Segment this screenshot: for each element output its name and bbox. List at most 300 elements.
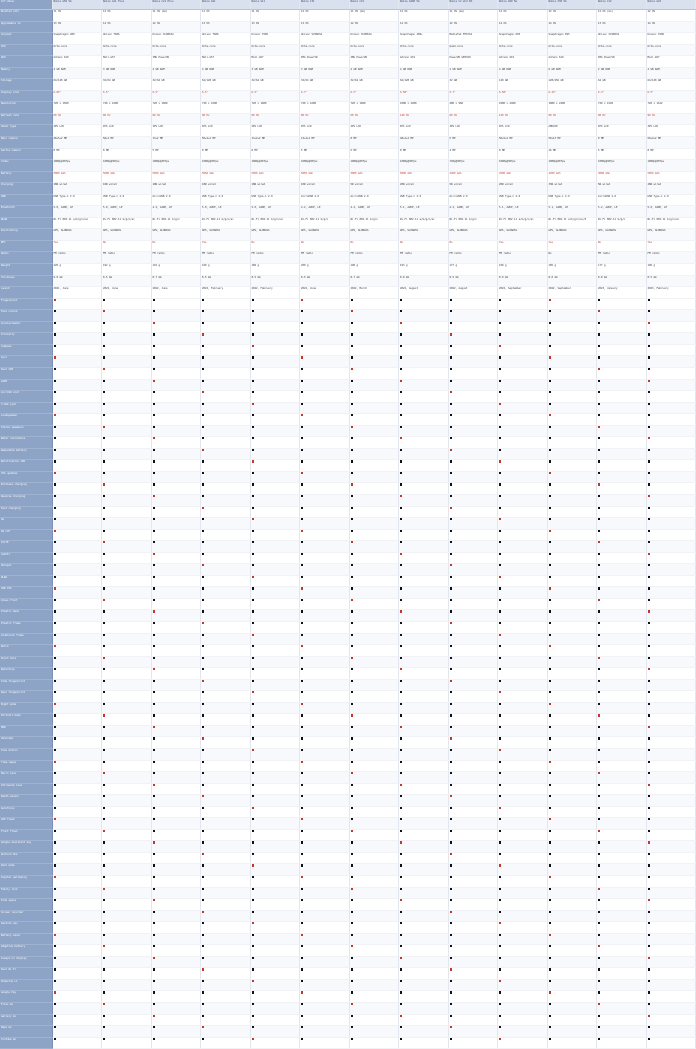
spec-cell: 6.5" xyxy=(201,90,251,102)
feature-row-label: Screen recorder xyxy=(0,910,52,922)
feature-cell xyxy=(151,749,201,761)
feature-row xyxy=(0,310,696,322)
feature-cell xyxy=(102,367,152,379)
feature-cell xyxy=(547,333,597,345)
feature-cell xyxy=(448,864,498,876)
feature-row xyxy=(0,852,696,864)
device-column-header[interactable]: Nokia G11 xyxy=(250,0,300,10)
check-marker-icon xyxy=(153,622,155,624)
feature-row xyxy=(0,922,696,934)
spec-cell: GPS, GLONASS xyxy=(349,229,399,241)
check-marker-icon xyxy=(648,888,650,890)
check-marker-icon xyxy=(202,541,204,543)
check-marker-icon xyxy=(598,645,600,647)
spec-cell: 2022, June xyxy=(151,287,201,299)
feature-cell xyxy=(201,575,251,587)
spec-cell: 1080p@30fps xyxy=(646,160,696,172)
check-marker-icon xyxy=(153,634,155,636)
cross-marker-icon xyxy=(351,483,353,485)
feature-cell xyxy=(201,852,251,864)
check-marker-icon xyxy=(499,391,501,393)
check-marker-icon xyxy=(54,610,56,612)
feature-cell xyxy=(151,425,201,437)
cross-marker-icon xyxy=(499,1038,501,1040)
spec-cell: 1080 x 2408 xyxy=(498,102,548,114)
check-marker-icon xyxy=(450,645,452,647)
feature-row-label: Proximity xyxy=(0,333,52,345)
check-marker-icon xyxy=(252,599,254,601)
feature-cell xyxy=(597,818,647,830)
feature-row xyxy=(0,437,696,449)
check-marker-icon xyxy=(103,899,105,901)
feature-cell xyxy=(399,702,449,714)
spec-cell: Octa-core xyxy=(300,44,350,56)
check-marker-icon xyxy=(549,668,551,670)
check-marker-icon xyxy=(153,980,155,982)
feature-cell xyxy=(646,679,696,691)
feature-cell xyxy=(151,829,201,841)
spec-row xyxy=(0,148,696,160)
feature-cell xyxy=(52,541,102,553)
spec-cell: 9.0 mm xyxy=(52,275,102,287)
check-marker-icon xyxy=(549,888,551,890)
cross-marker-icon xyxy=(301,414,303,416)
check-marker-icon xyxy=(351,911,353,913)
feature-cell xyxy=(399,598,449,610)
feature-cell xyxy=(102,518,152,530)
check-marker-icon xyxy=(54,680,56,682)
cross-marker-icon xyxy=(648,1015,650,1017)
feature-cell xyxy=(250,945,300,957)
feature-row xyxy=(0,633,696,645)
feature-cell xyxy=(52,414,102,426)
check-marker-icon xyxy=(549,1038,551,1040)
check-marker-icon xyxy=(351,356,353,358)
check-marker-icon xyxy=(202,841,204,843)
spec-cell: microUSB 2.0 xyxy=(597,194,647,206)
device-column-header[interactable]: Nokia C21 Plus xyxy=(151,0,201,10)
check-marker-icon xyxy=(202,726,204,728)
cross-marker-icon xyxy=(103,945,105,947)
check-marker-icon xyxy=(103,634,105,636)
check-marker-icon xyxy=(301,668,303,670)
feature-cell xyxy=(52,737,102,749)
spec-cell: 220 g xyxy=(52,264,102,276)
spec-cell: 177 g xyxy=(597,264,647,276)
feature-cell xyxy=(597,910,647,922)
device-column-header[interactable]: Nokia G22 xyxy=(646,0,696,10)
spec-cell: 5.7" xyxy=(448,90,498,102)
spec-cell: 720 x 1600 xyxy=(300,102,350,114)
check-marker-icon xyxy=(549,749,551,751)
feature-cell xyxy=(349,818,399,830)
feature-cell xyxy=(349,610,399,622)
feature-cell xyxy=(498,1037,548,1049)
check-marker-icon xyxy=(103,680,105,682)
check-marker-icon xyxy=(648,945,650,947)
check-marker-icon xyxy=(598,472,600,474)
check-marker-icon xyxy=(648,934,650,936)
spec-cell: 720 x 1560 xyxy=(52,102,102,114)
feature-cell xyxy=(250,968,300,980)
feature-cell xyxy=(102,494,152,506)
feature-row xyxy=(0,564,696,576)
check-marker-icon xyxy=(54,507,56,509)
check-marker-icon xyxy=(351,841,353,843)
feature-cell xyxy=(349,910,399,922)
check-marker-icon xyxy=(598,553,600,555)
feature-cell xyxy=(498,541,548,553)
check-marker-icon xyxy=(252,761,254,763)
check-marker-icon xyxy=(549,553,551,555)
check-marker-icon xyxy=(450,576,452,578)
check-marker-icon xyxy=(351,472,353,474)
check-marker-icon xyxy=(202,876,204,878)
feature-row-label: Google Assistant key xyxy=(0,841,52,853)
spec-cell: No xyxy=(151,240,201,252)
check-marker-icon xyxy=(351,726,353,728)
check-marker-icon xyxy=(400,691,402,693)
cross-marker-icon xyxy=(499,749,501,751)
cross-marker-icon xyxy=(648,784,650,786)
feature-row xyxy=(0,841,696,853)
spec-row-label: Positioning xyxy=(0,229,52,241)
check-marker-icon xyxy=(351,668,353,670)
device-column-header[interactable]: Nokia G21 xyxy=(201,0,251,10)
feature-cell xyxy=(399,587,449,599)
feature-cell xyxy=(52,691,102,703)
check-marker-icon xyxy=(103,414,105,416)
check-marker-icon xyxy=(202,980,204,982)
feature-cell xyxy=(498,772,548,784)
feature-cell xyxy=(102,425,152,437)
spec-cell: 196 g xyxy=(646,264,696,276)
feature-cell xyxy=(399,402,449,414)
feature-cell xyxy=(349,1014,399,1026)
spec-cell: Mali-G57 xyxy=(102,56,152,68)
device-column-header[interactable]: Nokia C31 xyxy=(300,0,350,10)
cross-marker-icon xyxy=(598,772,600,774)
feature-row-label: Adaptive battery xyxy=(0,945,52,957)
device-column-header[interactable]: Nokia G60 5G xyxy=(498,0,548,10)
check-marker-icon xyxy=(202,807,204,809)
check-marker-icon xyxy=(549,726,551,728)
device-column-header[interactable]: Nokia G50 5G xyxy=(52,0,102,10)
spec-row xyxy=(0,194,696,206)
check-marker-icon xyxy=(103,911,105,913)
feature-cell xyxy=(547,956,597,968)
spec-cell: GPS, GLONASS xyxy=(102,229,152,241)
feature-cell xyxy=(300,1003,350,1015)
spec-cell: Octa-core xyxy=(498,44,548,56)
feature-row-label: OTA updates xyxy=(0,471,52,483)
feature-cell xyxy=(250,391,300,403)
feature-cell xyxy=(52,310,102,322)
check-marker-icon xyxy=(301,853,303,855)
feature-cell xyxy=(399,991,449,1003)
feature-cell xyxy=(448,414,498,426)
feature-cell xyxy=(646,402,696,414)
spec-row-label: GPU xyxy=(0,56,52,68)
check-marker-icon xyxy=(598,703,600,705)
feature-cell xyxy=(300,587,350,599)
feature-cell xyxy=(646,437,696,449)
feature-cell xyxy=(597,587,647,599)
check-marker-icon xyxy=(301,507,303,509)
check-marker-icon xyxy=(400,310,402,312)
feature-cell xyxy=(300,506,350,518)
check-marker-icon xyxy=(499,830,501,832)
feature-cell xyxy=(201,541,251,553)
check-marker-icon xyxy=(202,818,204,820)
check-marker-icon xyxy=(648,968,650,970)
feature-cell xyxy=(646,1014,696,1026)
cross-marker-icon xyxy=(598,714,600,716)
feature-cell xyxy=(597,598,647,610)
feature-cell xyxy=(448,922,498,934)
feature-cell xyxy=(250,899,300,911)
check-marker-icon xyxy=(648,876,650,878)
feature-cell xyxy=(250,979,300,991)
feature-cell xyxy=(498,333,548,345)
feature-row-label: Always-on display xyxy=(0,956,52,968)
feature-cell xyxy=(300,737,350,749)
check-marker-icon xyxy=(351,991,353,993)
check-marker-icon xyxy=(351,853,353,855)
feature-cell xyxy=(102,818,152,830)
check-marker-icon xyxy=(450,599,452,601)
spec-cell: Octa-core xyxy=(52,44,102,56)
feature-cell xyxy=(52,518,102,530)
cross-marker-icon xyxy=(153,437,155,439)
feature-cell xyxy=(201,471,251,483)
check-marker-icon xyxy=(202,645,204,647)
check-marker-icon xyxy=(549,680,551,682)
feature-cell xyxy=(349,471,399,483)
cross-marker-icon xyxy=(598,945,600,947)
device-column-header[interactable]: Nokia X30 5G xyxy=(547,0,597,10)
check-marker-icon xyxy=(648,772,650,774)
check-marker-icon xyxy=(103,472,105,474)
check-marker-icon xyxy=(103,437,105,439)
spec-cell: Snapdragon 480 xyxy=(52,33,102,45)
check-marker-icon xyxy=(400,576,402,578)
feature-cell xyxy=(448,1014,498,1026)
check-marker-icon xyxy=(549,310,551,312)
feature-cell xyxy=(102,979,152,991)
check-marker-icon xyxy=(54,380,56,382)
feature-cell xyxy=(646,310,696,322)
cross-marker-icon xyxy=(499,460,501,462)
feature-cell xyxy=(597,414,647,426)
feature-cell xyxy=(547,367,597,379)
feature-row-label: 3.5mm jack xyxy=(0,402,52,414)
feature-cell xyxy=(448,425,498,437)
check-marker-icon xyxy=(648,541,650,543)
check-marker-icon xyxy=(103,968,105,970)
spec-cell: 6.5" xyxy=(646,90,696,102)
feature-cell xyxy=(597,725,647,737)
feature-cell xyxy=(399,483,449,495)
feature-cell xyxy=(151,852,201,864)
feature-cell xyxy=(250,760,300,772)
feature-cell xyxy=(52,714,102,726)
feature-cell xyxy=(151,1003,201,1015)
device-column-header[interactable]: Nokia C2 2nd Ed. xyxy=(448,0,498,10)
spec-cell: 4 GB RAM xyxy=(52,67,102,79)
feature-cell xyxy=(349,402,399,414)
feature-row-label: DLNA xyxy=(0,575,52,587)
check-marker-icon xyxy=(153,576,155,578)
feature-cell xyxy=(399,899,449,911)
cross-marker-icon xyxy=(400,322,402,324)
spec-row-label: Chipset xyxy=(0,33,52,45)
feature-cell xyxy=(349,876,399,888)
feature-cell xyxy=(151,575,201,587)
spec-cell: 2022, March xyxy=(349,287,399,299)
feature-cell xyxy=(151,933,201,945)
feature-row xyxy=(0,587,696,599)
cross-marker-icon xyxy=(648,553,650,555)
spec-cell: 1080p@30fps xyxy=(547,160,597,172)
check-marker-icon xyxy=(450,691,452,693)
feature-cell xyxy=(399,691,449,703)
feature-cell xyxy=(250,541,300,553)
cross-marker-icon xyxy=(252,1038,254,1040)
check-marker-icon xyxy=(400,703,402,705)
feature-cell xyxy=(399,795,449,807)
spec-cell: IPS LCD xyxy=(151,125,201,137)
feature-cell xyxy=(201,668,251,680)
check-marker-icon xyxy=(549,784,551,786)
spec-cell: 11 OS xyxy=(250,10,300,22)
feature-row-label: USB OTG xyxy=(0,587,52,599)
feature-row-label: Face unlock xyxy=(0,310,52,322)
cross-marker-icon xyxy=(648,495,650,497)
check-marker-icon xyxy=(450,772,452,774)
feature-cell xyxy=(448,806,498,818)
check-marker-icon xyxy=(54,368,56,370)
feature-cell xyxy=(349,344,399,356)
feature-cell xyxy=(448,437,498,449)
check-marker-icon xyxy=(598,1026,600,1028)
feature-cell xyxy=(448,829,498,841)
feature-cell xyxy=(102,679,152,691)
feature-cell xyxy=(151,518,201,530)
feature-cell xyxy=(448,714,498,726)
feature-cell xyxy=(399,506,449,518)
feature-cell xyxy=(250,818,300,830)
check-marker-icon xyxy=(499,772,501,774)
feature-cell xyxy=(547,806,597,818)
feature-cell xyxy=(349,841,399,853)
feature-cell xyxy=(448,483,498,495)
check-marker-icon xyxy=(103,841,105,843)
check-marker-icon xyxy=(252,945,254,947)
feature-cell xyxy=(597,367,647,379)
cross-marker-icon xyxy=(301,299,303,301)
cross-marker-icon xyxy=(499,980,501,982)
feature-cell xyxy=(250,575,300,587)
cross-marker-icon xyxy=(202,968,204,970)
spec-cell: 13 OS xyxy=(300,21,350,33)
feature-cell xyxy=(646,1037,696,1049)
device-column-header[interactable]: Nokia G400 5G xyxy=(399,0,449,10)
cross-marker-icon xyxy=(202,911,204,913)
feature-cell xyxy=(52,598,102,610)
feature-cell xyxy=(399,1014,449,1026)
feature-row-label: Widevine L1 xyxy=(0,979,52,991)
check-marker-icon xyxy=(450,1003,452,1005)
check-marker-icon xyxy=(450,980,452,982)
check-marker-icon xyxy=(549,403,551,405)
feature-cell xyxy=(102,645,152,657)
spec-cell: 720 x 1600 xyxy=(151,102,201,114)
feature-row xyxy=(0,691,696,703)
spec-cell: Yes xyxy=(646,240,696,252)
check-marker-icon xyxy=(301,518,303,520)
check-marker-icon xyxy=(252,587,254,589)
feature-row-label: Wireless charging xyxy=(0,483,52,495)
feature-cell xyxy=(498,956,548,968)
feature-cell xyxy=(597,783,647,795)
spec-row xyxy=(0,79,696,91)
spec-cell: 14 OS xyxy=(399,21,449,33)
feature-cell xyxy=(349,922,399,934)
check-marker-icon xyxy=(450,414,452,416)
feature-cell xyxy=(52,910,102,922)
feature-cell xyxy=(597,645,647,657)
spec-cell: GPS, GLONASS xyxy=(448,229,498,241)
feature-cell xyxy=(646,541,696,553)
feature-row-label: Battery saver xyxy=(0,933,52,945)
spec-cell: 120 Hz xyxy=(498,113,548,125)
check-marker-icon xyxy=(549,483,551,485)
check-marker-icon xyxy=(450,368,452,370)
check-marker-icon xyxy=(400,888,402,890)
spec-cell: 8.7 mm xyxy=(349,275,399,287)
cross-marker-icon xyxy=(202,333,204,335)
spec-cell: 12 OS (Go) xyxy=(597,10,647,22)
check-marker-icon xyxy=(351,1015,353,1017)
check-marker-icon xyxy=(54,784,56,786)
device-column-header[interactable]: Nokia G11 Plus xyxy=(102,0,152,10)
spec-cell: 12 OS xyxy=(151,21,201,33)
spec-row xyxy=(0,217,696,229)
feature-cell xyxy=(201,714,251,726)
check-marker-icon xyxy=(301,391,303,393)
check-marker-icon xyxy=(351,564,353,566)
feature-cell xyxy=(151,494,201,506)
spec-cell: Adreno 619 xyxy=(547,56,597,68)
feature-cell xyxy=(498,598,548,610)
spec-cell: 8.8 mm xyxy=(597,275,647,287)
feature-cell xyxy=(151,552,201,564)
feature-cell xyxy=(250,460,300,472)
feature-cell xyxy=(547,610,597,622)
check-marker-icon xyxy=(252,541,254,543)
check-marker-icon xyxy=(202,1003,204,1005)
device-column-header[interactable]: Nokia C12 xyxy=(597,0,647,10)
feature-row-label: Waterdrop xyxy=(0,668,52,680)
device-column-header[interactable]: Nokia C21 xyxy=(349,0,399,10)
feature-cell xyxy=(349,552,399,564)
spec-cell: Wi-Fi 802.11 b/g/n xyxy=(300,217,350,229)
check-marker-icon xyxy=(499,472,501,474)
spec-cell: 5 MP xyxy=(448,137,498,149)
spec-cell: 4 GB RAM xyxy=(399,67,449,79)
check-marker-icon xyxy=(400,818,402,820)
